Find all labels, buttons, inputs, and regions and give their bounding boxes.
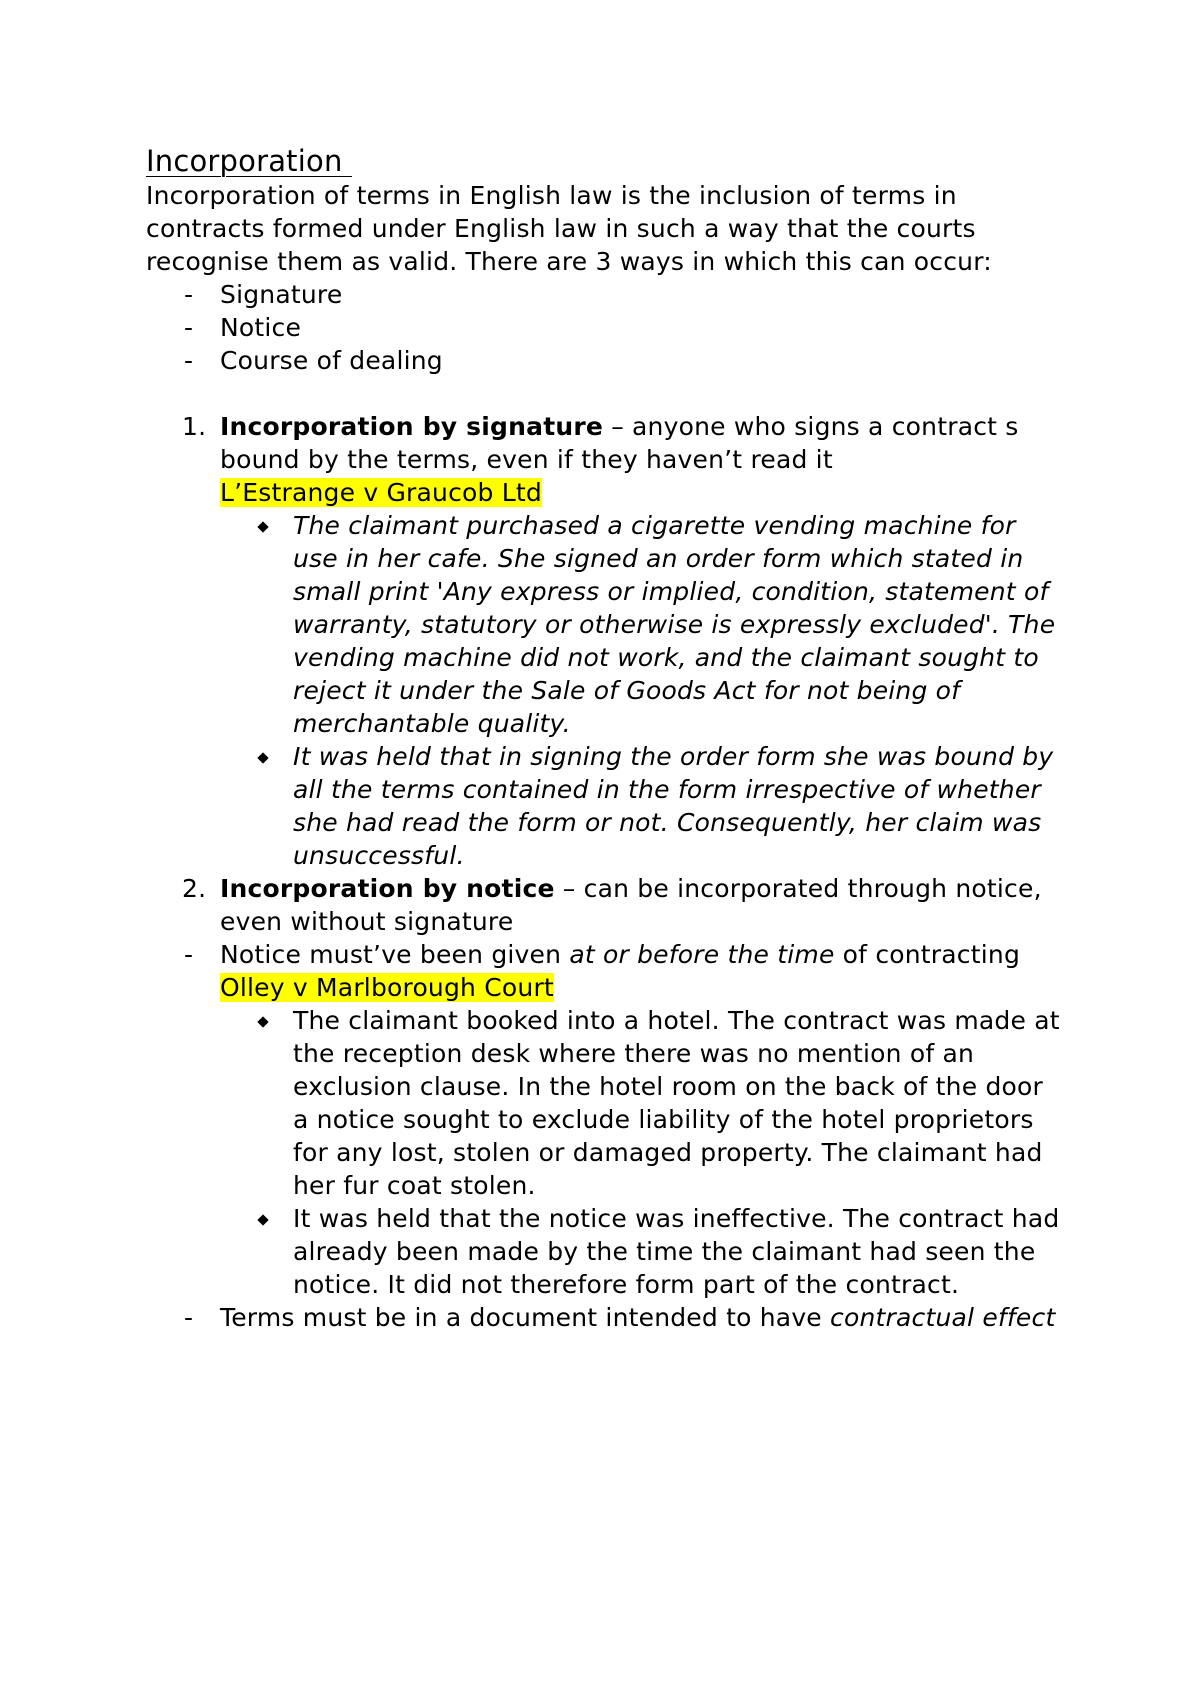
- list-item-point: [146, 1301, 1066, 1334]
- dash-marker: -: [184, 313, 194, 342]
- list-item-way: [146, 311, 1066, 344]
- way-label: Signature: [220, 280, 343, 309]
- case-name-highlight: Olley v Marlborough Court: [220, 973, 554, 1002]
- dash-marker: -: [184, 280, 194, 309]
- section-signature: [146, 410, 1066, 476]
- bullet-text: It was held that the notice was ineffective. The contract had already been made by the time the claimant had seen the notice. It did not therefore form part of the contract.: [293, 1204, 1060, 1299]
- bullet-text: The claimant purchased a cigarette vending machine for use in her cafe. She signed an order form which stated in small print 'Any express or implied, condition, statement of warranty, statutory or otherwise is expressly excluded'. The vending machine did not work, and the claimant sought to reject it under the Sale of Goods Act for not being of merchantable quality.: [293, 511, 1056, 738]
- diamond-bullet-icon: [257, 1016, 268, 1027]
- point-text: of contracting: [834, 940, 1021, 969]
- intro-paragraph: Incorporation of terms in English law is the inclusion of terms in contracts formed under English law in such a way that the courts recognise them as valid. There are 3 ways in which this can occur:: [146, 181, 992, 276]
- point-emphasis: contractual effect: [830, 1303, 1056, 1332]
- page-title: Incorporation: [146, 144, 343, 178]
- case-name-highlight: L’Estrange v Graucob Ltd: [220, 478, 542, 507]
- dash-marker: -: [184, 346, 194, 375]
- section-text: – can be incorporated through notice, even without signature: [220, 874, 1042, 936]
- point-emphasis: at or before the time: [569, 940, 835, 969]
- list-item-way: [146, 278, 1066, 311]
- case-name-row: [146, 971, 1066, 1004]
- bullet-text: The claimant booked into a hotel. The contract was made at the reception desk where there was no mention of an exclusion clause. In the hotel room on the back of the door a notice sought to exclude liability of the hotel proprietors for any lost, stolen or damaged property. The claimant had her fur coat stolen.: [293, 1006, 1060, 1200]
- case-bullet: [146, 1202, 1066, 1301]
- diamond-bullet-icon: [257, 752, 268, 763]
- section-text: – anyone who signs a contract s bound by the terms, even if they haven’t read it: [220, 412, 1019, 474]
- case-bullet: [146, 740, 1066, 872]
- dash-marker: -: [184, 1303, 194, 1332]
- section-heading: Incorporation by notice: [220, 874, 555, 903]
- bullet-text: It was held that in signing the order form she was bound by all the terms contained in the form irrespective of whether she had read the form or not. Consequently, her claim was unsuccessful.: [293, 742, 1054, 870]
- section-notice: [146, 872, 1066, 938]
- section-number: 1.: [182, 412, 207, 441]
- dash-marker: -: [184, 940, 194, 969]
- way-label: Notice: [220, 313, 302, 342]
- point-text: Notice must’ve been given: [220, 940, 570, 969]
- list-item-way: [146, 344, 1066, 377]
- case-bullet: [146, 1004, 1066, 1202]
- diamond-bullet-icon: [257, 521, 268, 532]
- section-heading: Incorporation by signature: [220, 412, 604, 441]
- case-name-row: [146, 476, 1066, 509]
- section-number: 2.: [182, 874, 207, 903]
- blank-line: [146, 377, 1066, 410]
- way-label: Course of dealing: [220, 346, 443, 375]
- point-text: Terms must be in a document intended to have: [220, 1303, 831, 1332]
- list-item-point: [146, 938, 1066, 971]
- diamond-bullet-icon: [257, 1214, 268, 1225]
- case-bullet: [146, 509, 1066, 740]
- document-page: [146, 143, 1066, 1334]
